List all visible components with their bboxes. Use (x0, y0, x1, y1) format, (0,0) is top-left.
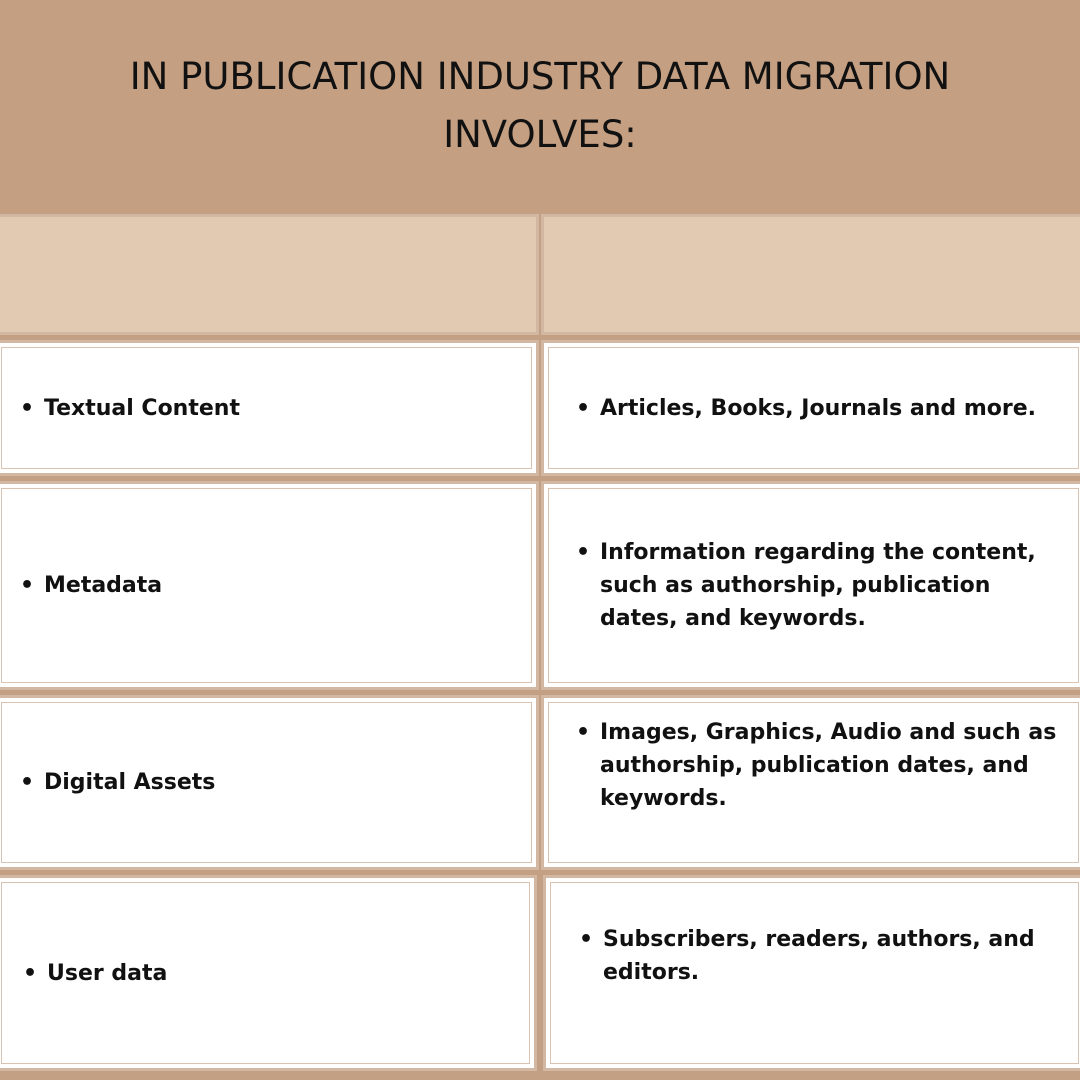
list-item (576, 716, 1071, 815)
title-banner (0, 0, 1080, 211)
bullet-icon: • (576, 540, 591, 565)
table-row-metadata-right (576, 481, 1066, 690)
row-description: Information regarding the content, such as authorship, publication dates, and keywords. (600, 540, 1036, 631)
table-row-digital-assets-right (576, 695, 1071, 870)
list-item (20, 392, 240, 425)
list-item (579, 923, 1059, 989)
row-label: Metadata (44, 573, 163, 598)
list-item (23, 957, 167, 990)
row-description: Images, Graphics, Audio and such as authorship, publication dates, and keywords. (600, 720, 1057, 811)
bullet-icon: • (576, 720, 591, 745)
row-description: Articles, Books, Journals and more. (600, 395, 1036, 421)
table-row-digital-assets-left (0, 695, 560, 870)
row-label: Textual Content (44, 395, 240, 421)
table-row-textual-content-left (0, 340, 560, 476)
bullet-icon: • (20, 770, 35, 795)
row-description: Subscribers, readers, authors, and editors. (603, 927, 1035, 985)
list-item (576, 536, 1066, 635)
table-row-metadata-left (0, 481, 560, 690)
list-item (20, 766, 215, 799)
row-label: Digital Assets (44, 770, 216, 795)
bullet-icon: • (579, 927, 594, 952)
page-title: IN PUBLICATION INDUSTRY DATA MIGRATION INVOLVES: (129, 54, 951, 156)
table-row-user-data-right (579, 875, 1059, 1071)
bullet-icon: • (20, 573, 35, 598)
table-row-textual-content-right (576, 340, 1066, 476)
empty-header-cell-right (541, 214, 1080, 335)
bullet-icon: • (20, 395, 35, 421)
list-item (20, 569, 162, 602)
list-item (576, 392, 1036, 425)
empty-header-cell-left (0, 214, 539, 335)
bullet-icon: • (23, 960, 38, 986)
bullet-icon: • (576, 395, 591, 421)
row-label: User data (47, 960, 168, 986)
table-row-user-data-left (23, 875, 533, 1071)
